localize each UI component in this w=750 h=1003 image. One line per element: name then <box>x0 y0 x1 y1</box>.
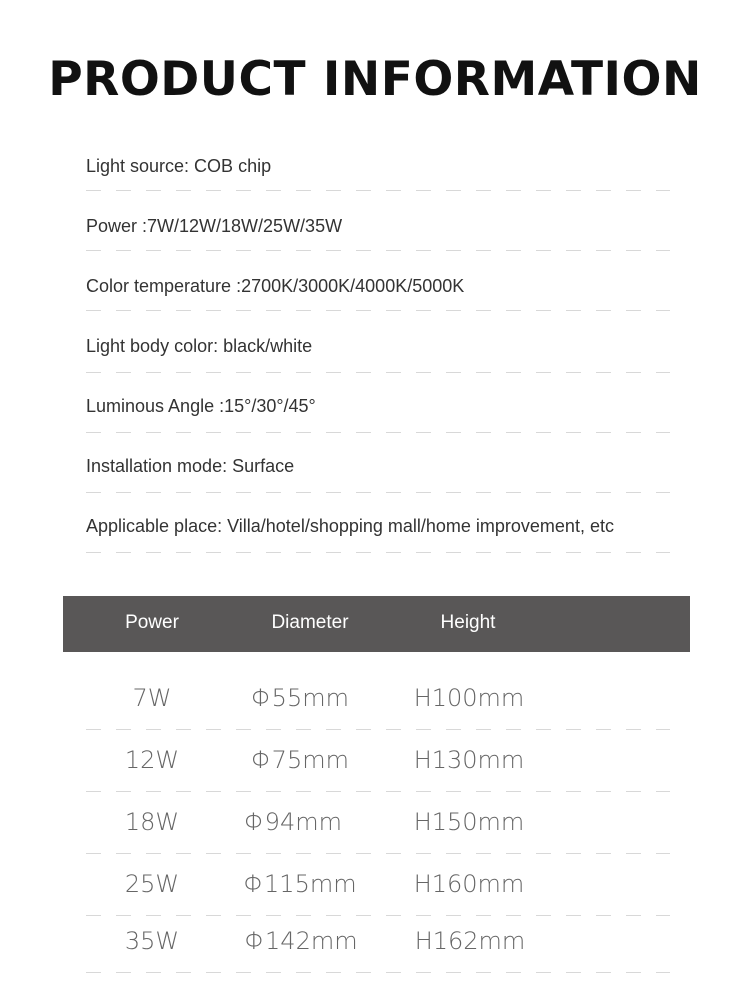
cell-diameter: Φ55mm <box>251 684 349 712</box>
divider <box>86 729 670 730</box>
divider <box>86 250 670 251</box>
spec-power: Power :7W/12W/18W/25W/35W <box>86 216 343 236</box>
spec-light-source: Light source: COB chip <box>86 156 272 176</box>
divider <box>86 432 670 433</box>
divider <box>86 552 670 553</box>
cell-height: H130mm <box>413 746 525 774</box>
cell-power: 35W <box>124 927 180 955</box>
cell-diameter: Φ94mm <box>244 808 342 836</box>
cell-diameter: Φ142mm <box>244 927 358 955</box>
header-diameter: Diameter <box>271 612 349 633</box>
divider <box>86 972 670 973</box>
cell-power: 12W <box>124 746 180 774</box>
table-header <box>63 596 690 652</box>
cell-diameter: Φ115mm <box>243 870 357 898</box>
spec-applicable-place: Applicable place: Villa/hotel/shopping mall/home improvement, etc <box>86 516 614 536</box>
cell-diameter: Φ75mm <box>251 746 349 774</box>
cell-power: 18W <box>124 808 180 836</box>
cell-height: H162mm <box>414 927 526 955</box>
header-power: Power <box>125 612 179 633</box>
divider <box>86 791 670 792</box>
spec-installation-mode: Installation mode: Surface <box>86 456 295 476</box>
spec-luminous-angle: Luminous Angle :15°/30°/45° <box>86 396 316 416</box>
divider <box>86 492 670 493</box>
divider <box>86 372 670 373</box>
cell-height: H100mm <box>413 684 525 712</box>
cell-height: H150mm <box>413 808 525 836</box>
page-title: PRODUCT INFORMATION <box>48 52 702 107</box>
spec-body-color: Light body color: black/white <box>86 336 313 356</box>
cell-height: H160mm <box>413 870 525 898</box>
cell-power: 7W <box>132 684 172 712</box>
divider <box>86 853 670 854</box>
divider <box>86 190 670 191</box>
cell-power: 25W <box>124 870 180 898</box>
header-height: Height <box>440 612 496 633</box>
divider <box>86 915 670 916</box>
spec-color-temperature: Color temperature :2700K/3000K/4000K/5000K <box>86 276 465 296</box>
divider <box>86 310 670 311</box>
